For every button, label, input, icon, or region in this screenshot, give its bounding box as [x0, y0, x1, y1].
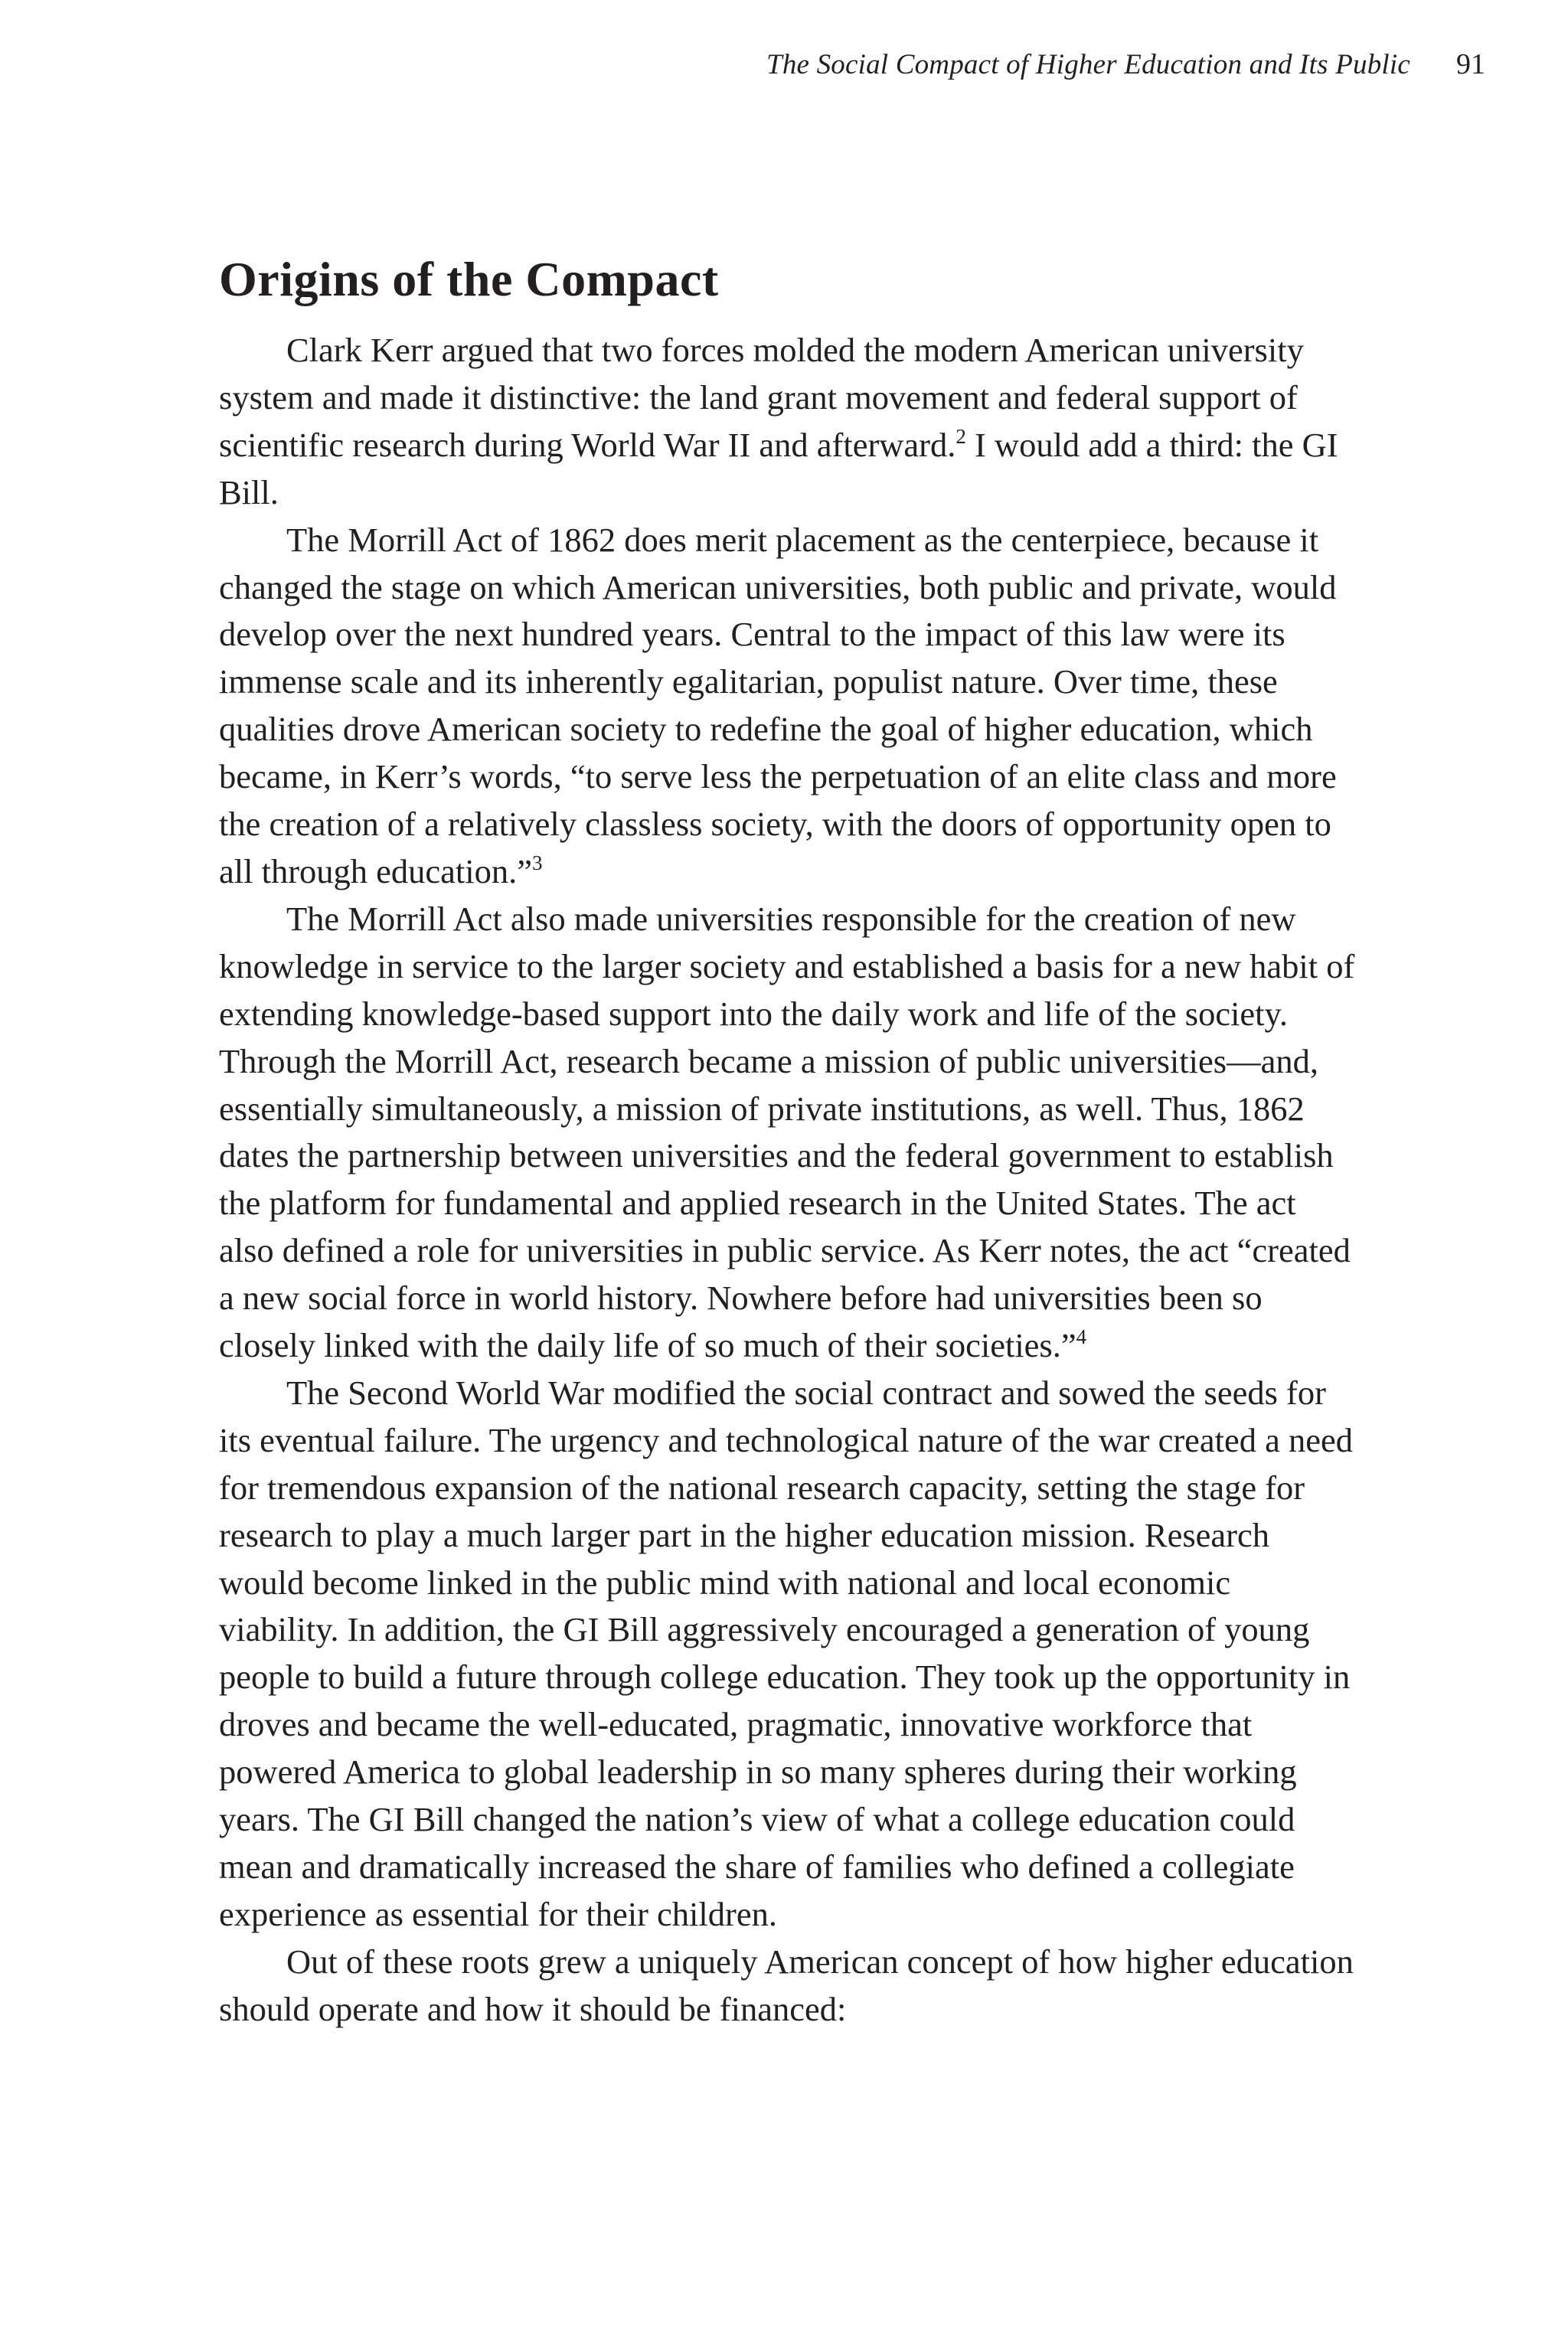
running-title: The Social Compact of Higher Education and Its Public	[766, 49, 1410, 80]
paragraph-text: I would add a third: the GI Bill.	[219, 425, 1338, 511]
paragraph-text: The Morrill Act of 1862 does merit placement as the centerpiece, because it changed the stage on which American universities, both public and private, would develop over the next hundred years. Central to the impact of this law were its immense scale and its inherently egalitarian, populist nature. Over time, these qualities drove American society to redefine the goal of higher education, which became, in Kerr’s words, “to serve less the perpetuation of an elite class and more the creation of a relatively classless society, with the doors of opportunity open to all through education.”	[219, 520, 1337, 890]
running-head	[689, 47, 1485, 93]
paragraph	[219, 517, 1357, 896]
paragraph-text: Clark Kerr argued that two forces molded the modern American university system and made it distinctive: the land grant movement and federal support of scientific research during World War II and afterward.	[219, 331, 1304, 464]
paragraph	[219, 1370, 1357, 1939]
main-content	[219, 249, 1357, 2034]
section-heading: Origins of the Compact	[219, 252, 719, 306]
footnote-ref[interactable]: 4	[1076, 1325, 1087, 1349]
page-number: 91	[1456, 48, 1485, 80]
paragraph	[219, 327, 1357, 517]
paragraph	[219, 1939, 1357, 2034]
paragraph-text: Out of these roots grew a uniquely American concept of how higher education should operate and how it should be financed:	[219, 1942, 1354, 2028]
footnote-ref[interactable]: 3	[532, 851, 543, 874]
footnote-ref[interactable]: 2	[956, 424, 966, 448]
paragraph-text: The Morrill Act also made universities responsible for the creation of new knowledge in service to the larger society and established a basis for a new habit of extending knowledge-based support into the daily work and life of the society. Through the Morrill Act, research became a mission of public universities—and, essentially simultaneously, a mission of private institutions, as well. Thus, 1862 dates the partnership between universities and the federal government to establish the platform for fundamental and applied research in the United States. The act also defined a role for universities in public service. As Kerr notes, the act “created a new social force in world history. Nowhere before had universities been so closely linked with the daily life of so much of their societies.”	[219, 899, 1355, 1365]
paragraph-text: The Second World War modified the social contract and sowed the seeds for its eventual failure. The urgency and technological nature of the war created a need for tremendous expansion of the national research capacity, setting the stage for research to play a much larger part in the higher education mission. Research would become linked in the public mind with national and local economic viability. In addition, the GI Bill aggressively encouraged a generation of young people to build a future through college education. They took up the opportunity in droves and became the well-educated, pragmatic, innovative workforce that powered America to global leadership in so many spheres during their working years. The GI Bill changed the nation’s view of what a college education could mean and dramatically increased the share of families who defined a collegiate experience as essential for their children.	[219, 1373, 1354, 1933]
paragraph	[219, 896, 1357, 1370]
